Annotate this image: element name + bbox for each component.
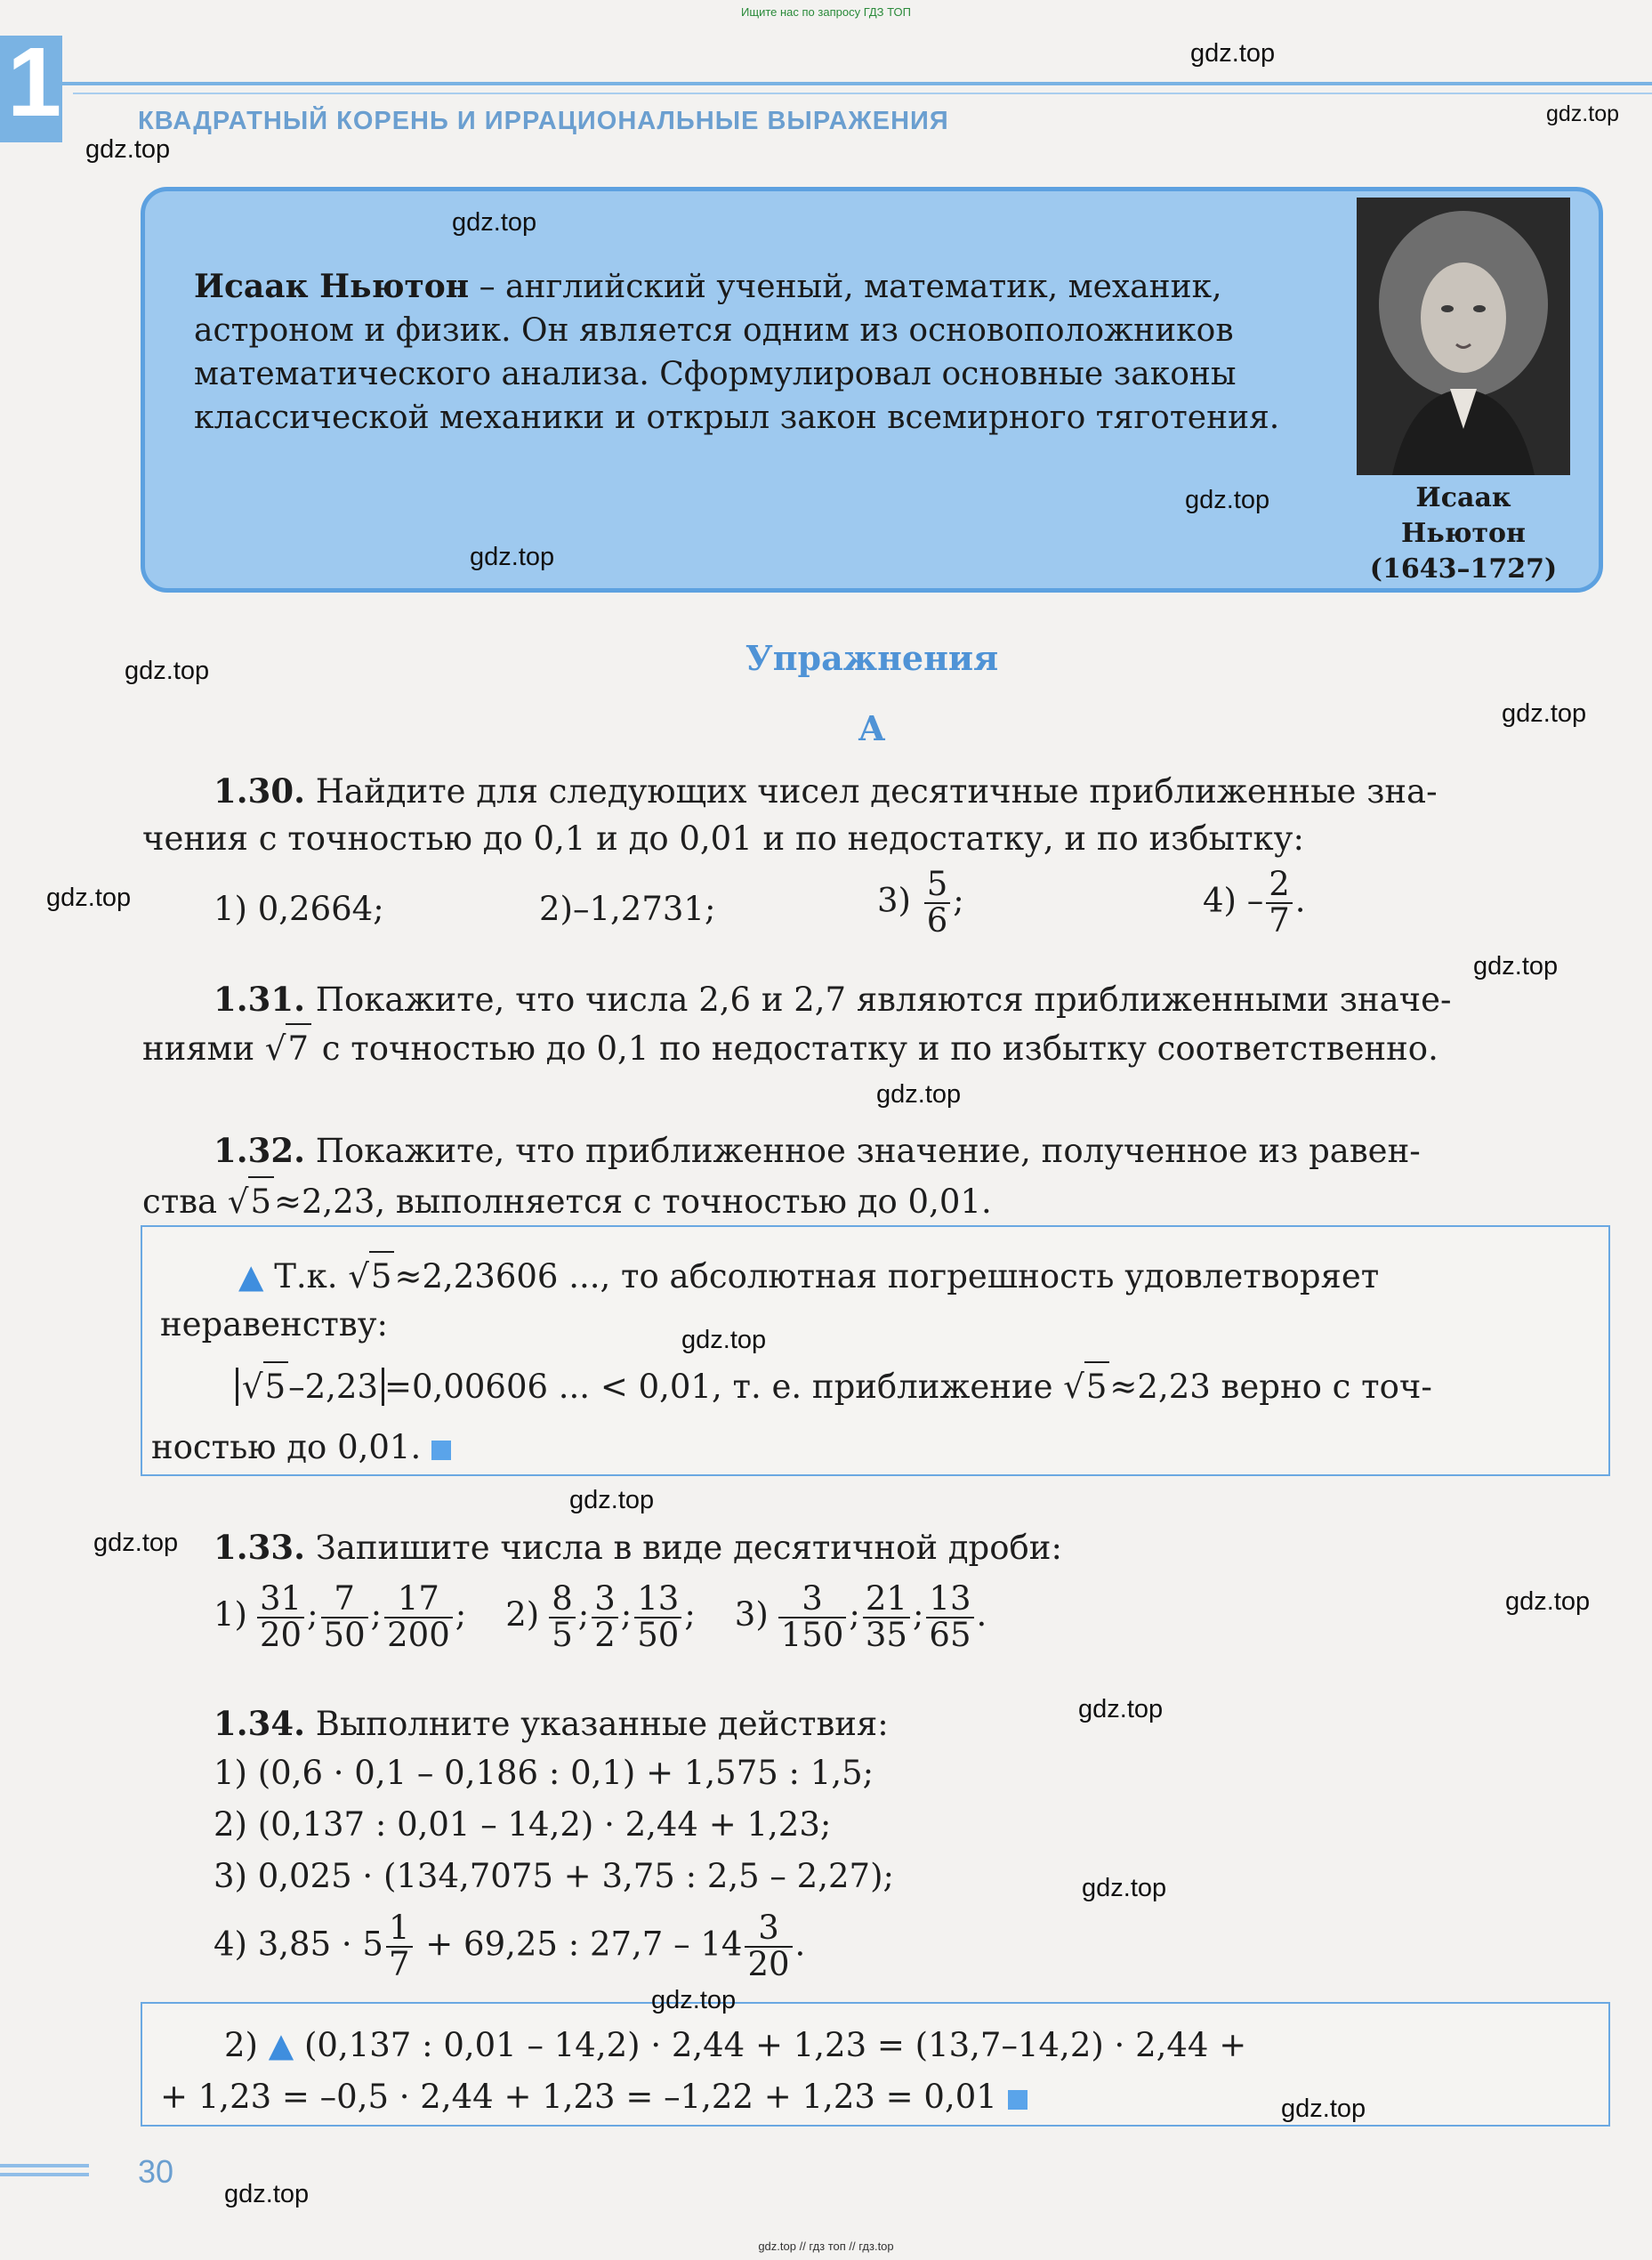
section-title: Упражнения [745, 638, 999, 678]
ex130-item2: 2)–1,2731; [539, 890, 716, 928]
watermark: gdz.top [470, 543, 555, 571]
header-rule-thin [73, 93, 1652, 94]
ex134-line1: 1) (0,6 · 0,1 – 0,186 : 0,1) + 1,575 : 1,5; [214, 1754, 874, 1792]
ex134-line2: 2) (0,137 : 0,01 – 14,2) · 2,44 + 1,23; [214, 1805, 832, 1844]
fraction: $\frac{3}{150}$ [778, 1582, 847, 1653]
chapter-title: КВАДРАТНЫЙ КОРЕНЬ И ИРРАЦИОНАЛЬНЫЕ ВЫРАЖЕНИЯ [138, 107, 949, 135]
sol134-line2: + 1,23 = –0,5 · 2,44 + 1,23 = –1,22 + 1,23 = 0,01 [160, 2073, 1027, 2121]
portrait-icon [1357, 198, 1570, 475]
ex132-line2: ства √5≈2,23, выполняется с точностью до 0,01. [142, 1176, 992, 1226]
fraction: $\frac{17}{200}$ [384, 1582, 453, 1653]
ex131-line1: 1.31. Покажите, что числа 2,6 и 2,7 являются приближенными значе- [214, 980, 1452, 1019]
ex133-group-1: 1) $\frac{31}{20}$ ; $\frac{7}{50}$ ; $\frac{17}{200}$ ; [214, 1579, 467, 1654]
fraction: $\frac{3}{2}$ [592, 1582, 618, 1653]
ex130-line2: чения с точностью до 0,1 и до 0,01 и по недостатку, и по избытку: [142, 819, 1304, 858]
ex134-title: 1.34. Выполните указанные действия: [214, 1704, 889, 1743]
watermark: gdz.top [224, 2180, 310, 2208]
watermark: gdz.top [1473, 952, 1559, 981]
watermark: gdz.top [452, 208, 537, 237]
watermark: gdz.top [651, 1986, 737, 2014]
info-text [194, 265, 1333, 440]
header-rule [62, 82, 1652, 85]
bottom-note: gdz.top // гдз топ // гдз.top [758, 2240, 894, 2253]
chapter-number: 1 [7, 28, 62, 137]
fraction: $\frac{8}{5}$ [549, 1582, 576, 1653]
sol134-line1: 2) ▲ (0,137 : 0,01 – 14,2) · 2,44 + 1,23 = (13,7–14,2) · 2,44 + [224, 2026, 1247, 2064]
sol132-line3: √5–2,23 =0,00606 ... < 0,01, т. е. приближение √5≈2,23 верно с точ- [236, 1361, 1432, 1411]
watermark: gdz.top [1281, 2095, 1366, 2123]
watermark: gdz.top [46, 884, 132, 912]
watermark: gdz.top [681, 1326, 767, 1354]
end-square-icon [1008, 2090, 1027, 2110]
top-note: Ищите нас по запросу ГДЗ ТОП [741, 5, 911, 19]
watermark: gdz.top [1078, 1695, 1164, 1723]
info-name: Исаак Ньютон [194, 268, 470, 305]
fraction: $\frac{13}{50}$ [634, 1582, 681, 1653]
watermark: gdz.top [1505, 1587, 1591, 1616]
fraction: $\frac{13}{65}$ [926, 1582, 973, 1653]
watermark: gdz.top [1082, 1874, 1167, 1902]
watermark: gdz.top [569, 1486, 655, 1514]
sol132-line1: ▲ Т.к. √5≈2,23606 ..., то абсолютная погрешность удовлетворяет [238, 1251, 1379, 1301]
info-description: – английский ученый, математик, механик, астроном и физик. Он является одним из основоположников математического анализа. Сформулировал основные законы классической механики и открыл закон всемирного тяготения. [194, 269, 1280, 436]
page-number: 30 [138, 2153, 174, 2190]
watermark: gdz.top [1502, 699, 1587, 728]
ex134-line4: 4) 3,85 · 5 $\frac{1}{7}$ + 69,25 : 27,7 – 14 $\frac{3}{20}$ . [214, 1909, 806, 1983]
fraction: $\frac{31}{20}$ [257, 1582, 304, 1653]
ex133-group-3: 3) $\frac{3}{150}$ ; $\frac{21}{35}$ ; $\frac{13}{65}$ . [734, 1579, 987, 1654]
ex133-title: 1.33. Запишите числа в виде десятичной дроби: [214, 1528, 1062, 1567]
ex130-line1: 1.30. Найдите для следующих чисел десятичные приближенные зна- [214, 771, 1438, 811]
ex130-item1: 1) 0,2664; [214, 890, 384, 928]
sol132-line2: неравенству: [160, 1305, 388, 1344]
end-square-icon [431, 1441, 451, 1460]
watermark: gdz.top [876, 1080, 962, 1109]
portrait-caption: Исаак Ньютон (1643–1727) [1369, 482, 1558, 585]
watermark: gdz.top [125, 657, 210, 685]
sol132-line4: ностью до 0,01. [151, 1424, 451, 1472]
watermark: gdz.top [1185, 486, 1270, 514]
ex134-line3: 3) 0,025 · (134,7075 + 3,75 : 2,5 – 2,27); [214, 1857, 894, 1895]
fraction: $\frac{21}{35}$ [863, 1582, 910, 1653]
fraction: $\frac{7}{50}$ [321, 1582, 368, 1653]
newton-portrait [1357, 198, 1570, 475]
ex130-item3: 3) $\frac{5}{6}$ ; [877, 865, 964, 940]
footer-rule-2 [0, 2173, 89, 2176]
triangle-icon: ▲ [238, 1257, 264, 1295]
footer-rule [0, 2164, 89, 2167]
ex132-line1: 1.32. Покажите, что приближенное значение, полученное из равен- [214, 1131, 1421, 1170]
triangle-icon: ▲ [268, 2026, 294, 2064]
watermark: gdz.top [1546, 101, 1620, 126]
watermark: gdz.top [93, 1529, 179, 1557]
watermark: gdz.top [1190, 39, 1276, 68]
ex131-line2: ниями √7 с точностью до 0,1 по недостатку и по избытку соответственно. [142, 1023, 1438, 1073]
watermark: gdz.top [85, 135, 171, 164]
section-level: А [858, 708, 886, 748]
ex133-items [214, 1579, 1026, 1654]
ex133-group-2: 2) $\frac{8}{5}$ ; $\frac{3}{2}$ ; $\frac{13}{50}$ ; [505, 1579, 696, 1654]
ex130-item4: 4) – $\frac{2}{7}$ . [1203, 865, 1306, 940]
